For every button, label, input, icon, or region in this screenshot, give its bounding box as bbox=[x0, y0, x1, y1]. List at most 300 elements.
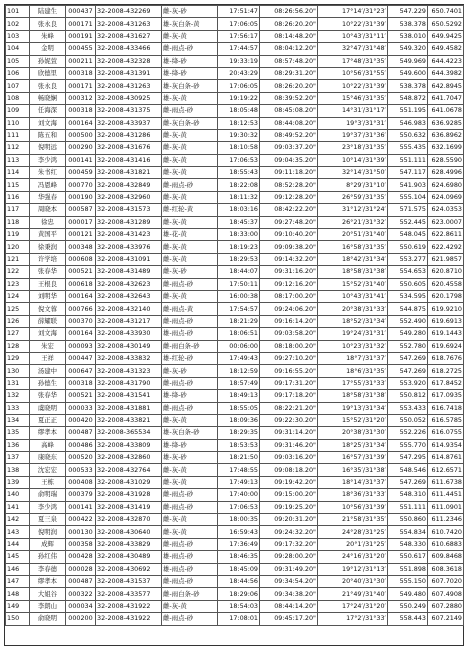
rank-cell: 129 bbox=[6, 352, 30, 364]
release-time-cell: 18:06:51 bbox=[218, 328, 260, 340]
table-row bbox=[6, 92, 464, 104]
member-id-cell: 000318 bbox=[66, 105, 96, 117]
coordinates-cell: 17°55′/31°33′ bbox=[318, 377, 388, 389]
distance-cell: 550.860 bbox=[388, 514, 428, 526]
coordinates-cell: 17°24′/31°20′ bbox=[318, 600, 388, 612]
arrival-time-cell: 08:42:22.20" bbox=[260, 204, 318, 216]
owner-name-cell: 陈五和 bbox=[30, 129, 66, 141]
rank-cell: 141 bbox=[6, 501, 30, 513]
rank-cell: 107 bbox=[6, 80, 30, 92]
arrival-time-cell: 08:14:48.20" bbox=[260, 30, 318, 42]
arrival-time-cell: 09:03:37.20" bbox=[260, 142, 318, 154]
coordinates-cell: 23°18′/31°35′ bbox=[318, 142, 388, 154]
sex-color-eye-cell: 雌-雨点-砂 bbox=[162, 43, 218, 55]
rank-cell: 128 bbox=[6, 340, 30, 352]
release-time-cell: 18:05:48 bbox=[218, 105, 260, 117]
rank-cell: 149 bbox=[6, 600, 30, 612]
rank-cell: 122 bbox=[6, 266, 30, 278]
member-id-cell: 000487 bbox=[66, 427, 96, 439]
arrival-time-cell: 09:31:46.20" bbox=[260, 439, 318, 451]
member-id-cell: 000171 bbox=[66, 80, 96, 92]
table-row bbox=[6, 464, 464, 476]
coordinates-cell: 10°14′/31°39′ bbox=[318, 154, 388, 166]
ring-number-cell: 32-2008-433821 bbox=[96, 414, 162, 426]
distance-cell: 548.330 bbox=[388, 538, 428, 550]
table-row bbox=[6, 117, 464, 129]
distance-cell: 548.546 bbox=[388, 464, 428, 476]
ring-number-cell: 32-2008-431790 bbox=[96, 377, 162, 389]
table-row bbox=[6, 179, 464, 191]
ring-number-cell: 32-2008-430925 bbox=[96, 92, 162, 104]
distance-cell: 554.653 bbox=[388, 266, 428, 278]
member-id-cell: 000121 bbox=[66, 229, 96, 241]
arrival-time-cell: 09:17:32.20" bbox=[260, 538, 318, 550]
sex-color-eye-cell: 雌-雨点-砂 bbox=[162, 278, 218, 290]
sex-color-eye-cell: 雌-灰-黄 bbox=[162, 142, 218, 154]
table-row bbox=[6, 191, 464, 203]
table-row bbox=[6, 377, 464, 389]
rank-cell: 116 bbox=[6, 191, 30, 203]
distance-cell: 549.320 bbox=[388, 43, 428, 55]
ring-number-cell: 32-2008-431375 bbox=[96, 105, 162, 117]
sex-color-eye-cell: 雌-雨白条-砂 bbox=[162, 588, 218, 600]
coordinates-cell: 19°12′/31°13′ bbox=[318, 563, 388, 575]
table-row bbox=[6, 167, 464, 179]
distance-cell: 550.619 bbox=[388, 241, 428, 253]
release-time-cell: 18:29:06 bbox=[218, 588, 260, 600]
release-time-cell: 18:53:53 bbox=[218, 439, 260, 451]
owner-name-cell: 任海深 bbox=[30, 105, 66, 117]
sex-color-eye-cell: 雌-灰-黄 bbox=[162, 253, 218, 265]
distance-cell: 551.111 bbox=[388, 154, 428, 166]
arrival-time-cell: 09:24:06.20" bbox=[260, 303, 318, 315]
release-time-cell: 19:30:32 bbox=[218, 129, 260, 141]
distance-cell: 547.269 bbox=[388, 476, 428, 488]
coordinates-cell: 24°16′/31°20′ bbox=[318, 551, 388, 563]
sex-color-eye-cell: 雄-绛-砂 bbox=[162, 390, 218, 402]
rank-cell: 125 bbox=[6, 303, 30, 315]
owner-name-cell: 高峰 bbox=[30, 439, 66, 451]
sex-color-eye-cell: 雌-红轮-黄 bbox=[162, 204, 218, 216]
sex-color-eye-cell: 雌-灰-黄 bbox=[162, 600, 218, 612]
table-row bbox=[6, 538, 464, 550]
arrival-time-cell: 09:03:16.20" bbox=[260, 452, 318, 464]
arrival-time-cell: 09:31:16.20" bbox=[260, 266, 318, 278]
speed-cell: 616.0755 bbox=[428, 427, 464, 439]
sex-color-eye-cell: 雌-雨点-砂 bbox=[162, 315, 218, 327]
distance-cell: 547.229 bbox=[388, 6, 428, 18]
owner-name-cell: 刘文海 bbox=[30, 117, 66, 129]
member-id-cell: 000318 bbox=[66, 377, 96, 389]
ring-number-cell: 32-2008-433930 bbox=[96, 328, 162, 340]
owner-name-cell: 孙红伟 bbox=[30, 551, 66, 563]
owner-name-cell: 大姐谷 bbox=[30, 588, 66, 600]
owner-name-cell: 王栋 bbox=[30, 476, 66, 488]
table-row bbox=[6, 414, 464, 426]
release-time-cell: 17:49:13 bbox=[218, 476, 260, 488]
table-row bbox=[6, 563, 464, 575]
ring-number-cell: 32-2008-433976 bbox=[96, 241, 162, 253]
rank-cell: 148 bbox=[6, 588, 30, 600]
arrival-time-cell: 09:22:30.20" bbox=[260, 414, 318, 426]
rank-cell: 120 bbox=[6, 241, 30, 253]
rank-cell: 134 bbox=[6, 414, 30, 426]
distance-cell: 549.280 bbox=[388, 328, 428, 340]
ring-number-cell: 32-2008-431423 bbox=[96, 229, 162, 241]
rank-cell: 139 bbox=[6, 476, 30, 488]
distance-cell: 547.269 bbox=[388, 352, 428, 364]
release-time-cell: 18:11:32 bbox=[218, 191, 260, 203]
distance-cell: 534.595 bbox=[388, 290, 428, 302]
rank-cell: 110 bbox=[6, 117, 30, 129]
speed-cell: 609.8468 bbox=[428, 551, 464, 563]
table-row bbox=[6, 439, 464, 451]
speed-cell: 649.9425 bbox=[428, 30, 464, 42]
distance-cell: 555.104 bbox=[388, 191, 428, 203]
arrival-time-cell: 08:29:31.20" bbox=[260, 67, 318, 79]
owner-name-cell: 徐秉润 bbox=[30, 241, 66, 253]
table-row bbox=[6, 352, 464, 364]
sex-color-eye-cell: 雄-灰白条-砂 bbox=[162, 427, 218, 439]
rank-cell: 126 bbox=[6, 315, 30, 327]
rank-cell: 101 bbox=[6, 6, 30, 18]
coordinates-cell: 18°42′/31°34′ bbox=[318, 253, 388, 265]
distance-cell: 548.872 bbox=[388, 92, 428, 104]
ring-number-cell: 32-2008-432140 bbox=[96, 303, 162, 315]
arrival-time-cell: 09:16:55.20" bbox=[260, 365, 318, 377]
arrival-time-cell: 09:27:48.20" bbox=[260, 216, 318, 228]
rank-cell: 146 bbox=[6, 563, 30, 575]
sex-color-eye-cell: 雄-灰-砂 bbox=[162, 452, 218, 464]
distance-cell: 555.435 bbox=[388, 142, 428, 154]
arrival-time-cell: 09:03:58.20" bbox=[260, 328, 318, 340]
coordinates-cell: 18°14′/31°37′ bbox=[318, 476, 388, 488]
table-row bbox=[6, 43, 464, 55]
member-id-cell: 000290 bbox=[66, 142, 96, 154]
owner-name-cell: 华强春 bbox=[30, 191, 66, 203]
table-row bbox=[6, 588, 464, 600]
table-row bbox=[6, 67, 464, 79]
ring-number-cell: 32-2008-433466 bbox=[96, 43, 162, 55]
arrival-time-cell: 08:04:12.20" bbox=[260, 43, 318, 55]
sex-color-eye-cell: 雌-雨点-砂 bbox=[162, 613, 218, 625]
release-time-cell: 17:50:11 bbox=[218, 278, 260, 290]
rank-cell: 108 bbox=[6, 92, 30, 104]
arrival-time-cell: 09:20:31.20" bbox=[260, 514, 318, 526]
rank-cell: 118 bbox=[6, 216, 30, 228]
arrival-time-cell: 08:45:08.20" bbox=[260, 105, 318, 117]
sex-color-eye-cell: 雌-雨点-砂 bbox=[162, 377, 218, 389]
coordinates-cell: 10°22′/31°39′ bbox=[318, 80, 388, 92]
speed-cell: 620.1798 bbox=[428, 290, 464, 302]
sex-color-eye-cell: 雌-灰-砂 bbox=[162, 365, 218, 377]
table-row bbox=[6, 613, 464, 625]
distance-cell: 554.834 bbox=[388, 526, 428, 538]
rank-cell: 138 bbox=[6, 464, 30, 476]
owner-name-cell: 倪明远 bbox=[30, 142, 66, 154]
member-id-cell: 000190 bbox=[66, 191, 96, 203]
arrival-time-cell: 09:45:17.20" bbox=[260, 613, 318, 625]
sex-color-eye-cell: 雌-灰-黄 bbox=[162, 526, 218, 538]
member-id-cell: 000322 bbox=[66, 588, 96, 600]
rank-cell: 136 bbox=[6, 439, 30, 451]
rank-cell: 131 bbox=[6, 377, 30, 389]
member-id-cell: 000521 bbox=[66, 266, 96, 278]
sex-color-eye-cell: 雄-花-黄 bbox=[162, 229, 218, 241]
owner-name-cell: 李春德 bbox=[30, 563, 66, 575]
coordinates-cell: 24°28′/31°25′ bbox=[318, 526, 388, 538]
speed-cell: 620.8710 bbox=[428, 266, 464, 278]
coordinates-cell: 32°47′/31°48′ bbox=[318, 43, 388, 55]
rank-cell: 132 bbox=[6, 390, 30, 402]
member-id-cell: 000486 bbox=[66, 439, 96, 451]
member-id-cell: 000408 bbox=[66, 476, 96, 488]
distance-cell: 550.605 bbox=[388, 278, 428, 290]
coordinates-cell: 26°21′/31°32′ bbox=[318, 216, 388, 228]
release-time-cell: 18:09:36 bbox=[218, 414, 260, 426]
arrival-time-cell: 09:31:14.20" bbox=[260, 427, 318, 439]
speed-cell: 650.5292 bbox=[428, 18, 464, 30]
rank-cell: 147 bbox=[6, 575, 30, 587]
rank-cell: 117 bbox=[6, 204, 30, 216]
coordinates-cell: 19°24′/31°31′ bbox=[318, 328, 388, 340]
ring-number-cell: 32-2008-431489 bbox=[96, 266, 162, 278]
distance-cell: 547.295 bbox=[388, 452, 428, 464]
results-sheet bbox=[4, 4, 464, 646]
distance-cell: 553.433 bbox=[388, 402, 428, 414]
rank-cell: 103 bbox=[6, 30, 30, 42]
table-row bbox=[6, 142, 464, 154]
coordinates-cell: 32°14′/31°50′ bbox=[318, 167, 388, 179]
ring-number-cell: 32-2008-432269 bbox=[96, 6, 162, 18]
rank-cell: 106 bbox=[6, 67, 30, 79]
table-row bbox=[6, 427, 464, 439]
owner-name-cell: 张永良 bbox=[30, 80, 66, 92]
owner-name-cell: 缪孝本 bbox=[30, 427, 66, 439]
owner-name-cell: 俞明瑞 bbox=[30, 489, 66, 501]
arrival-time-cell: 09:11:18.20" bbox=[260, 167, 318, 179]
table-row bbox=[6, 303, 464, 315]
release-time-cell: 18:21:50 bbox=[218, 452, 260, 464]
owner-name-cell: 俞晓明 bbox=[30, 613, 66, 625]
owner-name-cell: 李少鸿 bbox=[30, 154, 66, 166]
arrival-time-cell: 08:44:14.20" bbox=[260, 600, 318, 612]
release-time-cell: 16:00:38 bbox=[218, 290, 260, 302]
speed-cell: 624.0969 bbox=[428, 191, 464, 203]
distance-cell: 549.600 bbox=[388, 67, 428, 79]
release-time-cell: 20:43:29 bbox=[218, 67, 260, 79]
owner-name-cell: 李朗山 bbox=[30, 600, 66, 612]
speed-cell: 608.3618 bbox=[428, 563, 464, 575]
sex-color-eye-cell: 雌-雨点-砂 bbox=[162, 575, 218, 587]
rank-cell: 123 bbox=[6, 278, 30, 290]
release-time-cell: 17:36:49 bbox=[218, 538, 260, 550]
distance-cell: 550.632 bbox=[388, 129, 428, 141]
distance-cell: 558.443 bbox=[388, 613, 428, 625]
coordinates-cell: 16°35′/31°38′ bbox=[318, 464, 388, 476]
owner-name-cell: 倪文蓉 bbox=[30, 303, 66, 315]
owner-name-cell: 虞晓明 bbox=[30, 402, 66, 414]
release-time-cell: 18:55:43 bbox=[218, 167, 260, 179]
rank-cell: 109 bbox=[6, 105, 30, 117]
ring-number-cell: 32-2008-432643 bbox=[96, 290, 162, 302]
release-time-cell: 19:19:22 bbox=[218, 92, 260, 104]
distance-cell: 551.195 bbox=[388, 105, 428, 117]
coordinates-cell: 20°38′/31°30′ bbox=[318, 427, 388, 439]
table-row bbox=[6, 365, 464, 377]
ring-number-cell: 32-2008-431922 bbox=[96, 600, 162, 612]
release-time-cell: 17:51:47 bbox=[218, 6, 260, 18]
race-results-table bbox=[5, 5, 464, 626]
release-time-cell: 18:44:07 bbox=[218, 266, 260, 278]
rank-cell: 150 bbox=[6, 613, 30, 625]
sex-color-eye-cell: 雌-雨点-砂 bbox=[162, 105, 218, 117]
arrival-time-cell: 09:04:35.20" bbox=[260, 154, 318, 166]
ring-number-cell: 32-2008-431881 bbox=[96, 402, 162, 414]
sex-color-eye-cell: 雌-灰-黄 bbox=[162, 129, 218, 141]
owner-name-cell: 康晓东 bbox=[30, 452, 66, 464]
sex-color-eye-cell: 雌-灰-黄 bbox=[162, 464, 218, 476]
coordinates-cell: 18°36′/31°33′ bbox=[318, 489, 388, 501]
sex-color-eye-cell: 雌-灰-黄 bbox=[162, 514, 218, 526]
release-time-cell: 18:12:53 bbox=[218, 117, 260, 129]
owner-name-cell: 陆建生 bbox=[30, 6, 66, 18]
table-row bbox=[6, 216, 464, 228]
arrival-time-cell: 09:19:42.20" bbox=[260, 476, 318, 488]
owner-name-cell: 孙德生 bbox=[30, 377, 66, 389]
owner-name-cell: 沈宏宏 bbox=[30, 464, 66, 476]
owner-name-cell: 金明 bbox=[30, 43, 66, 55]
ring-number-cell: 32-2008-430640 bbox=[96, 526, 162, 538]
sex-color-eye-cell: 雌-雨点-砂 bbox=[162, 489, 218, 501]
speed-cell: 650.7401 bbox=[428, 6, 464, 18]
coordinates-cell: 16°58′/31°35′ bbox=[318, 241, 388, 253]
rank-cell: 115 bbox=[6, 179, 30, 191]
member-id-cell: 000533 bbox=[66, 464, 96, 476]
table-row bbox=[6, 526, 464, 538]
speed-cell: 641.0678 bbox=[428, 105, 464, 117]
sex-color-eye-cell: 雌-灰-砂 bbox=[162, 266, 218, 278]
member-id-cell: 000766 bbox=[66, 303, 96, 315]
member-id-cell: 000171 bbox=[66, 18, 96, 30]
table-row bbox=[6, 80, 464, 92]
release-time-cell: 18:29:35 bbox=[218, 427, 260, 439]
ring-number-cell: 32-2008-431217 bbox=[96, 315, 162, 327]
owner-name-cell: 倪明润 bbox=[30, 526, 66, 538]
release-time-cell: 18:46:35 bbox=[218, 551, 260, 563]
distance-cell: 549.969 bbox=[388, 55, 428, 67]
sex-color-eye-cell: 雌-灰白条-砂 bbox=[162, 117, 218, 129]
arrival-time-cell: 09:19:25.20" bbox=[260, 501, 318, 513]
coordinates-cell: 10°22′/31°39′ bbox=[318, 18, 388, 30]
table-row bbox=[6, 290, 464, 302]
sex-color-eye-cell: 雌-雨白条-砂 bbox=[162, 340, 218, 352]
speed-cell: 607.2880 bbox=[428, 600, 464, 612]
distance-cell: 552.445 bbox=[388, 216, 428, 228]
arrival-time-cell: 09:24:32.20" bbox=[260, 526, 318, 538]
speed-cell: 618.7676 bbox=[428, 352, 464, 364]
speed-cell: 619.9210 bbox=[428, 303, 464, 315]
coordinates-cell: 10°43′/31°11′ bbox=[318, 30, 388, 42]
member-id-cell: 000455 bbox=[66, 43, 96, 55]
release-time-cell: 17:49:43 bbox=[218, 352, 260, 364]
release-time-cell: 18:44:56 bbox=[218, 575, 260, 587]
table-row bbox=[6, 204, 464, 216]
table-row bbox=[6, 328, 464, 340]
owner-name-cell: 周晓本 bbox=[30, 204, 66, 216]
owner-name-cell: 张春华 bbox=[30, 390, 66, 402]
release-time-cell: 18:33:00 bbox=[218, 229, 260, 241]
ring-number-cell: 32-2008-432623 bbox=[96, 278, 162, 290]
release-time-cell: 18:03:16 bbox=[218, 204, 260, 216]
release-time-cell: 18:55:05 bbox=[218, 402, 260, 414]
arrival-time-cell: 09:08:18.20" bbox=[260, 464, 318, 476]
distance-cell: 547.269 bbox=[388, 365, 428, 377]
table-row bbox=[6, 18, 464, 30]
arrival-time-cell: 09:15:00.20" bbox=[260, 489, 318, 501]
coordinates-cell: 8°29′/31°10′ bbox=[318, 179, 388, 191]
member-id-cell: 000028 bbox=[66, 563, 96, 575]
arrival-time-cell: 08:52:28.20" bbox=[260, 179, 318, 191]
release-time-cell: 18:54:03 bbox=[218, 600, 260, 612]
coordinates-cell: 20°40′/31°30′ bbox=[318, 575, 388, 587]
table-row bbox=[6, 600, 464, 612]
speed-cell: 611.2346 bbox=[428, 514, 464, 526]
owner-name-cell: 徐忠 bbox=[30, 216, 66, 228]
arrival-time-cell: 08:22:21.20" bbox=[260, 402, 318, 414]
coordinates-cell: 17°48′/31°35′ bbox=[318, 55, 388, 67]
distance-cell: 552.226 bbox=[388, 427, 428, 439]
ring-number-cell: 32-2008-431922 bbox=[96, 613, 162, 625]
speed-cell: 616.7418 bbox=[428, 402, 464, 414]
release-time-cell: 17:40:00 bbox=[218, 489, 260, 501]
release-time-cell: 18:29:53 bbox=[218, 253, 260, 265]
member-id-cell: 000770 bbox=[66, 179, 96, 191]
ring-number-cell: 32-2008-431289 bbox=[96, 216, 162, 228]
table-row bbox=[6, 229, 464, 241]
coordinates-cell: 18°58′/31°38′ bbox=[318, 266, 388, 278]
member-id-cell: 000141 bbox=[66, 501, 96, 513]
speed-cell: 623.0007 bbox=[428, 216, 464, 228]
member-id-cell: 000500 bbox=[66, 129, 96, 141]
ring-number-cell: 32-2008-431391 bbox=[96, 67, 162, 79]
coordinates-cell: 18°52′/31°34′ bbox=[318, 315, 388, 327]
owner-name-cell: 朱书红 bbox=[30, 167, 66, 179]
coordinates-cell: 10°23′/31°32′ bbox=[318, 340, 388, 352]
arrival-time-cell: 09:27:10.20" bbox=[260, 352, 318, 364]
ring-number-cell: 32-2008-431573 bbox=[96, 204, 162, 216]
rank-cell: 137 bbox=[6, 452, 30, 464]
rank-cell: 133 bbox=[6, 402, 30, 414]
ring-number-cell: 32-2008-431286 bbox=[96, 129, 162, 141]
distance-cell: 550.812 bbox=[388, 390, 428, 402]
member-id-cell: 000312 bbox=[66, 92, 96, 104]
table-row bbox=[6, 489, 464, 501]
arrival-time-cell: 09:17:18.20" bbox=[260, 390, 318, 402]
owner-name-cell: 冯恩峰 bbox=[30, 179, 66, 191]
speed-cell: 620.4558 bbox=[428, 278, 464, 290]
ring-number-cell: 32-2008-433832 bbox=[96, 352, 162, 364]
release-time-cell: 18:10:58 bbox=[218, 142, 260, 154]
speed-cell: 614.9354 bbox=[428, 439, 464, 451]
rank-cell: 104 bbox=[6, 43, 30, 55]
speed-cell: 619.6913 bbox=[428, 315, 464, 327]
speed-cell: 611.6738 bbox=[428, 476, 464, 488]
ring-number-cell: 32-2008-431263 bbox=[96, 80, 162, 92]
speed-cell: 610.7420 bbox=[428, 526, 464, 538]
sex-color-eye-cell: 雄-雨点-砂 bbox=[162, 563, 218, 575]
arrival-time-cell: 08:39:52.20" bbox=[260, 92, 318, 104]
